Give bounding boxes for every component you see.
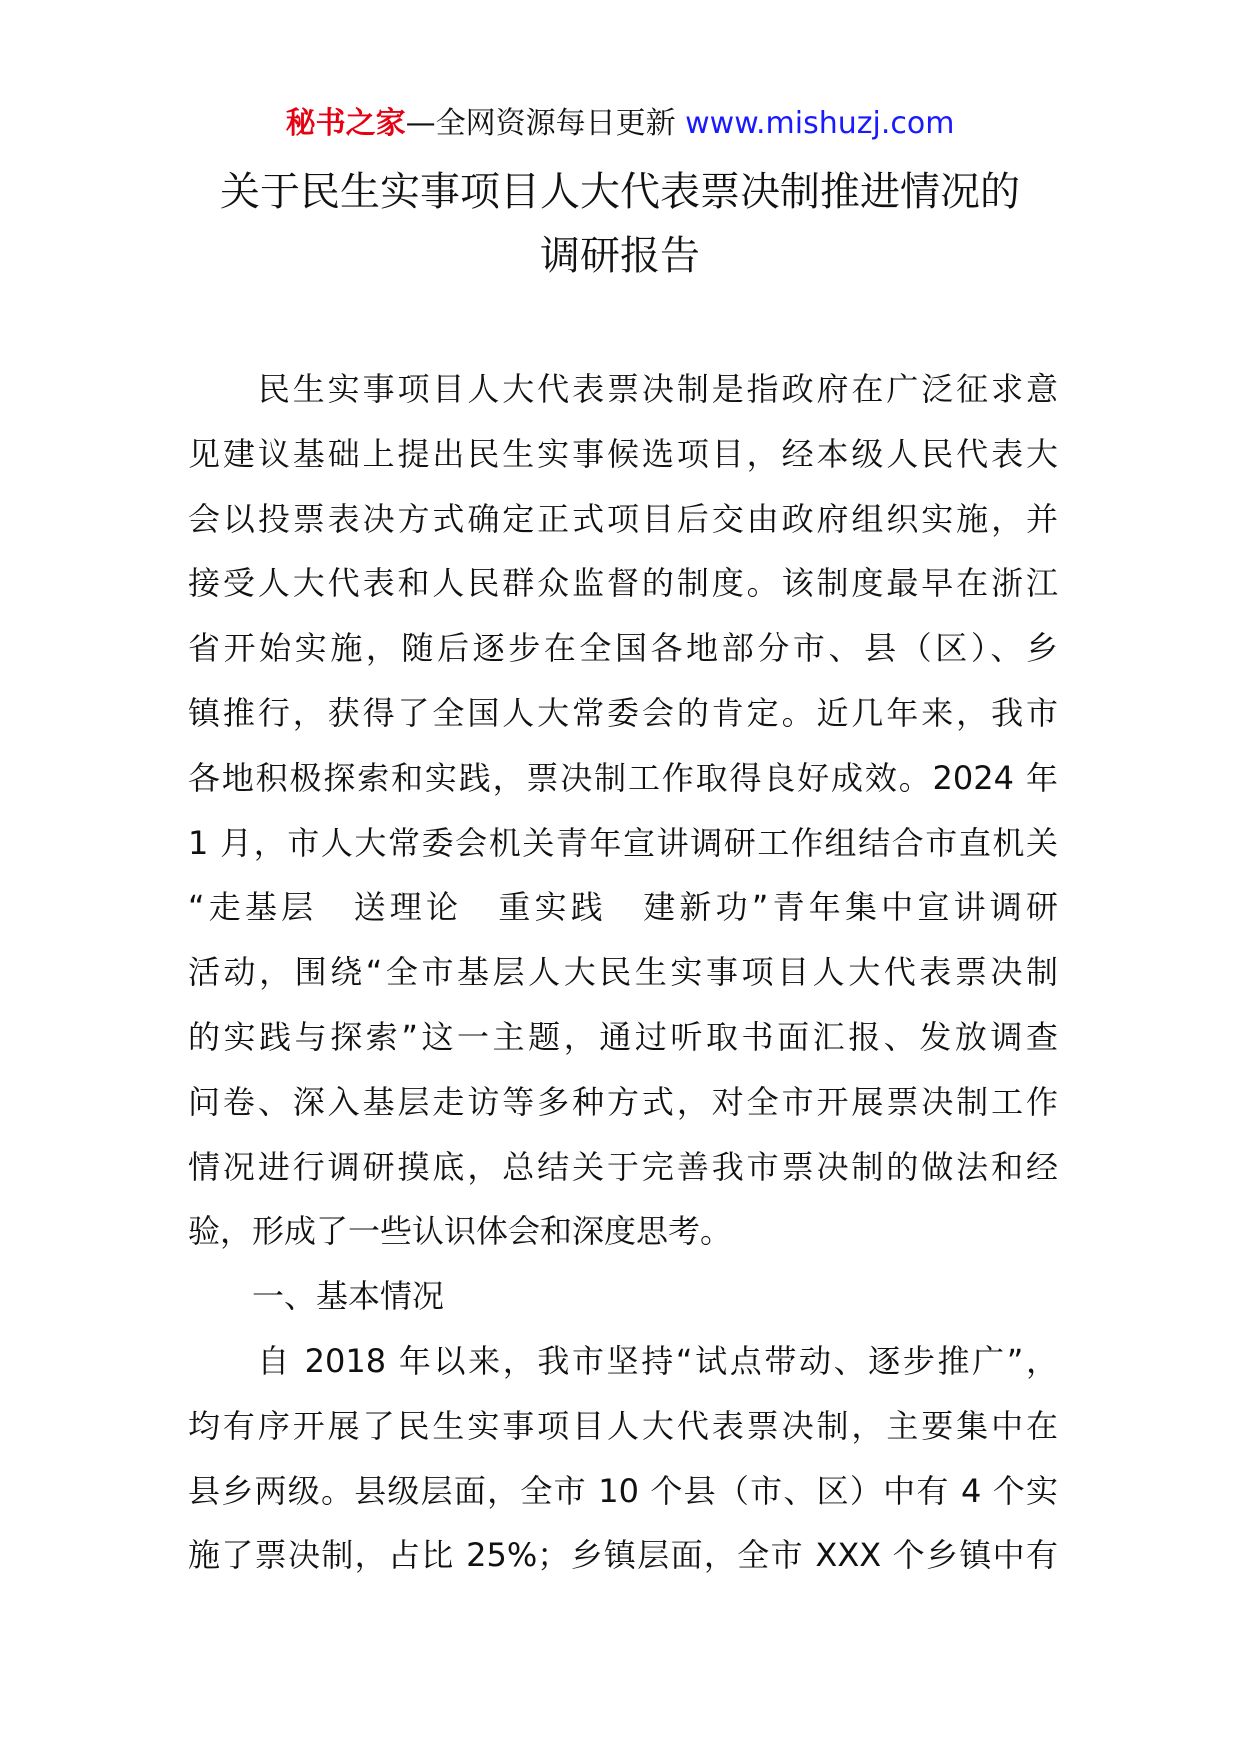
document-title xyxy=(150,160,1090,288)
body-line: 情况进行调研摸底，总结关于完善我市票决制的做法和经 xyxy=(188,1147,1058,1186)
body-line: 见建议基础上提出民生实事候选项目，经本级人民代表大 xyxy=(188,434,1058,473)
body-line: 各地积极探索和实践，票决制工作取得良好成效。2024 年 xyxy=(188,758,1058,797)
body-line: 镇推行，获得了全国人大常委会的肯定。近几年来，我市 xyxy=(188,693,1058,732)
body-line: 验，形成了一些认识体会和深度思考。 xyxy=(188,1212,733,1251)
site-url-link[interactable]: www.mishuzj.com xyxy=(685,106,955,141)
header-tagline: —全网资源每日更新 xyxy=(405,106,686,141)
body-line: 的实践与探索”这一主题，通过听取书面汇报、发放调查 xyxy=(188,1017,1058,1056)
brand-name: 秘书之家 xyxy=(285,106,406,141)
body-line: 接受人大代表和人民群众监督的制度。该制度最早在浙江 xyxy=(188,564,1058,603)
body-line: 会以投票表决方式确定正式项目后交由政府组织实施，并 xyxy=(188,499,1058,538)
body-line: 省开始实施，随后逐步在全国各地部分市、县（区）、乡 xyxy=(188,629,1058,668)
body-line: 自 2018 年以来，我市坚持“试点带动、逐步推广”， xyxy=(188,1341,1058,1380)
body-line: “走基层 送理论 重实践 建新功”青年集中宣讲调研 xyxy=(188,888,1058,927)
body-line: 施了票决制，占比 25%；乡镇层面，全市 XXX 个乡镇中有 xyxy=(188,1536,1058,1575)
title-line-1: 关于民生实事项目人大代表票决制推进情况的 xyxy=(220,169,1020,215)
body-line: 县乡两级。县级层面，全市 10 个县（市、区）中有 4 个实 xyxy=(188,1471,1058,1510)
section-heading: 一、基本情况 xyxy=(188,1277,445,1316)
body-line: 均有序开展了民生实事项目人大代表票决制，主要集中在 xyxy=(188,1406,1058,1445)
title-line-2: 调研报告 xyxy=(540,233,700,279)
document-body xyxy=(188,357,1058,1588)
body-line: 问卷、深入基层走访等多种方式，对全市开展票决制工作 xyxy=(188,1082,1058,1121)
body-line: 民生实事项目人大代表票决制是指政府在广泛征求意 xyxy=(188,370,1058,408)
body-line: 1 月，市人大常委会机关青年宣讲调研工作组结合市直机关 xyxy=(188,823,1058,862)
site-header xyxy=(0,100,1240,148)
body-line: 活动，围绕“全市基层人大民生实事项目人大代表票决制 xyxy=(188,953,1058,992)
